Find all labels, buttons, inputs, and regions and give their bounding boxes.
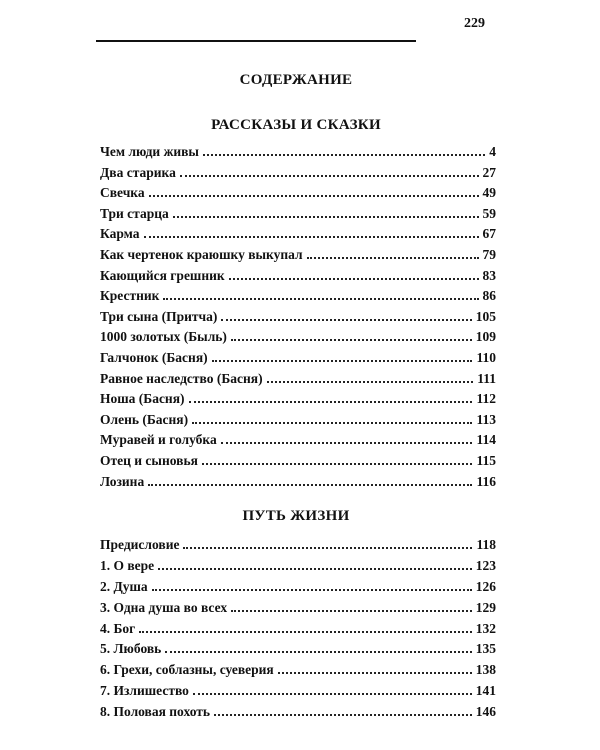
toc-entry[interactable] <box>100 621 496 642</box>
toc-entry-page: 86 <box>482 288 496 304</box>
toc-entry-title: 6. Грехи, соблазны, суеверия <box>100 662 274 678</box>
toc-dot-leader <box>229 278 479 280</box>
toc-entry-title: Предисловие <box>100 537 180 552</box>
toc-entry[interactable] <box>100 579 496 600</box>
toc-entry-page: 146 <box>475 704 496 720</box>
section-title-path-of-life: ПУТЬ ЖИЗНИ <box>242 508 350 524</box>
toc-entry-page: 67 <box>482 226 496 242</box>
toc-entry-page: 118 <box>476 537 496 552</box>
toc-entry-title: Свечка <box>100 185 145 201</box>
toc-entry[interactable] <box>100 288 496 309</box>
toc-dot-leader <box>180 175 479 177</box>
toc-dot-leader <box>192 422 472 424</box>
toc-dot-leader <box>193 693 472 695</box>
toc-entry[interactable] <box>100 474 496 495</box>
toc-entry-page: 111 <box>477 370 496 386</box>
toc-entry-title: 1. О вере <box>100 557 155 573</box>
toc-dot-leader <box>152 589 472 591</box>
section-title-stories: РАССКАЗЫ И СКАЗКИ <box>211 117 381 133</box>
toc-entry-page: 115 <box>476 452 496 468</box>
toc-entry-title: 4. Бог <box>100 620 136 636</box>
toc-entry-title: Кающийся грешник <box>100 267 225 283</box>
toc-entry-page: 138 <box>475 662 496 678</box>
toc-entry-page: 109 <box>475 329 496 345</box>
toc-entry-title: 7. Излишество <box>100 683 189 699</box>
toc-entry-page: 27 <box>482 164 496 180</box>
toc-entry-title: Олень (Басня) <box>100 411 189 427</box>
toc-dot-leader <box>278 672 472 674</box>
toc-dot-leader <box>212 360 473 362</box>
toc-entry-page: 112 <box>476 391 496 407</box>
document-title: СОДЕРЖАНИЕ <box>239 72 353 88</box>
toc-entry-page: 83 <box>482 267 496 283</box>
header-rule <box>96 40 416 42</box>
toc-entry-title: Два старика <box>100 164 176 180</box>
toc-entry[interactable] <box>100 662 496 683</box>
toc-entry-title: Как чертенок краюшку выкупал <box>100 246 303 262</box>
toc-entry-page: 49 <box>482 185 496 201</box>
toc-entry[interactable] <box>100 309 496 330</box>
toc-entry-page: 59 <box>482 205 496 221</box>
toc-entry-title: 8. Половая похоть <box>100 704 211 720</box>
toc-dot-leader <box>165 651 471 653</box>
toc-entry-page: 126 <box>475 578 496 594</box>
toc-entry[interactable] <box>100 350 496 371</box>
toc-dot-leader <box>163 298 478 300</box>
toc-entry-page: 135 <box>475 641 496 657</box>
toc-entry-title: Карма <box>100 226 140 242</box>
toc-entry[interactable] <box>100 391 496 412</box>
toc-dot-leader <box>267 381 474 383</box>
toc-dot-leader <box>183 547 472 549</box>
toc-entry-title: Три сына (Притча) <box>100 308 218 324</box>
toc-entry-title: Галчонок (Басня) <box>100 349 208 365</box>
toc-entry[interactable] <box>100 185 496 206</box>
toc-entry[interactable] <box>100 226 496 247</box>
toc-dot-leader <box>189 401 473 403</box>
toc-entry[interactable] <box>100 206 496 227</box>
toc-dot-leader <box>139 631 471 633</box>
toc-list-path-of-life <box>100 537 496 725</box>
toc-entry-title: Чем люди живы <box>100 144 199 159</box>
toc-entry-title: Отец и сыновья <box>100 452 198 468</box>
toc-dot-leader <box>144 236 479 238</box>
toc-entry[interactable] <box>100 704 496 725</box>
toc-dot-leader <box>231 339 472 341</box>
toc-dot-leader <box>307 257 479 259</box>
toc-dot-leader <box>148 484 472 486</box>
toc-dot-leader <box>202 463 473 465</box>
toc-entry[interactable] <box>100 641 496 662</box>
toc-dot-leader <box>149 195 479 197</box>
toc-entry-page: 113 <box>476 411 496 427</box>
toc-entry-title: Равное наследство (Басня) <box>100 370 263 386</box>
toc-entry[interactable] <box>100 453 496 474</box>
toc-entry-title: 2. Душа <box>100 578 148 594</box>
toc-dot-leader <box>221 319 471 321</box>
toc-entry-title: Лозина <box>100 473 145 489</box>
toc-entry-title: 1000 золотых (Быль) <box>100 329 227 345</box>
toc-entry-title: Три старца <box>100 205 169 221</box>
toc-entry[interactable] <box>100 144 496 165</box>
toc-entry[interactable] <box>100 412 496 433</box>
toc-entry[interactable] <box>100 165 496 186</box>
toc-entry-title: Ноша (Басня) <box>100 391 185 407</box>
toc-entry-title: 3. Одна душа во всех <box>100 599 228 615</box>
toc-entry[interactable] <box>100 537 496 558</box>
toc-entry[interactable] <box>100 432 496 453</box>
toc-entry[interactable] <box>100 371 496 392</box>
toc-entry[interactable] <box>100 558 496 579</box>
page-number: 229 <box>464 16 485 31</box>
toc-entry-page: 114 <box>476 432 496 448</box>
toc-entry[interactable] <box>100 268 496 289</box>
toc-entry-page: 116 <box>476 473 496 489</box>
toc-entry[interactable] <box>100 683 496 704</box>
toc-entry-title: Муравей и голубка <box>100 432 217 448</box>
toc-entry-page: 4 <box>489 144 496 159</box>
toc-entry[interactable] <box>100 329 496 350</box>
toc-entry-page: 79 <box>482 246 496 262</box>
toc-entry-page: 123 <box>475 557 496 573</box>
toc-dot-leader <box>158 568 472 570</box>
toc-entry[interactable] <box>100 247 496 268</box>
toc-entry-title: 5. Любовь <box>100 641 162 657</box>
toc-entry-page: 105 <box>475 308 496 324</box>
toc-dot-leader <box>231 610 472 612</box>
toc-entry-page: 132 <box>475 620 496 636</box>
toc-dot-leader <box>214 714 472 716</box>
toc-dot-leader <box>173 216 479 218</box>
toc-dot-leader <box>221 442 473 444</box>
toc-entry[interactable] <box>100 600 496 621</box>
toc-list-stories <box>100 144 496 494</box>
toc-entry-page: 110 <box>476 349 496 365</box>
toc-dot-leader <box>203 154 485 156</box>
toc-entry-title: Крестник <box>100 288 160 304</box>
toc-entry-page: 141 <box>475 683 496 699</box>
toc-entry-page: 129 <box>475 599 496 615</box>
